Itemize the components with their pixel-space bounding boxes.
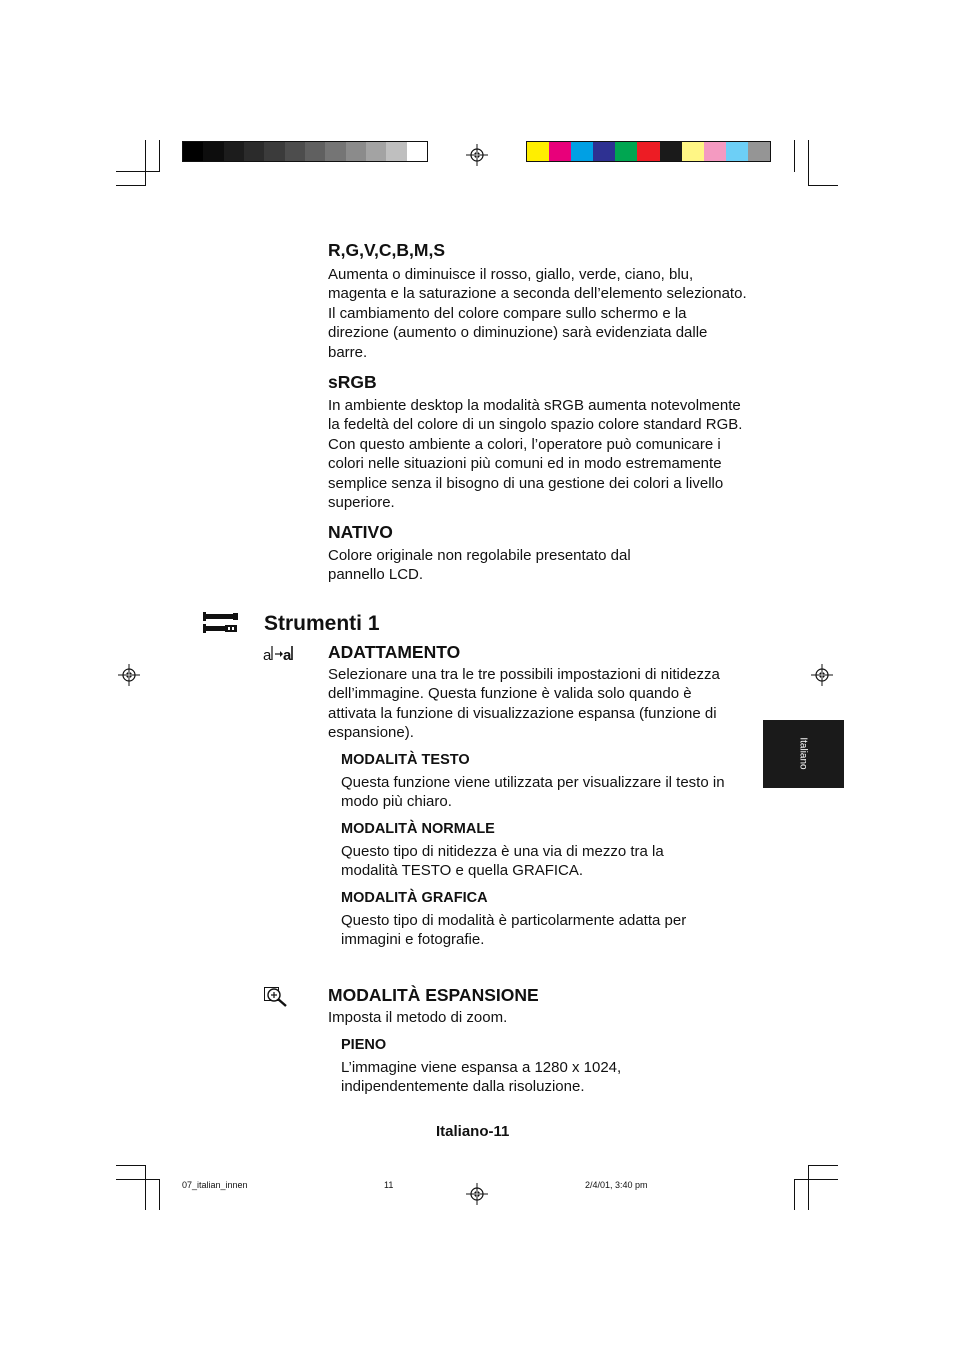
sharpness-icon bbox=[263, 643, 293, 663]
crop-mark-top-right-v2 bbox=[794, 140, 795, 172]
footer-file: 07_italian_innen bbox=[182, 1180, 248, 1190]
crop-mark-bottom-right-h bbox=[808, 1165, 838, 1166]
crop-mark-bottom-right-h2 bbox=[794, 1179, 838, 1180]
srgb-body: In ambiente desktop la modalità sRGB aumenta notevolmente la fedeltà del colore di un singolo spazio colore standard RGB. Con questo ambiente a colori, l’operatore può comunicare i colori nelle situazioni più comuni ed in modo estremamente semplice senza il bisogno di una gestione dei colori a livello superiore. bbox=[328, 397, 743, 512]
crop-mark-bottom-left-h2 bbox=[116, 1179, 160, 1180]
color-swatch-1 bbox=[549, 142, 571, 161]
srgb-title: sRGB bbox=[328, 372, 377, 392]
crop-mark-top-right-v bbox=[808, 140, 809, 186]
color-swatch-9 bbox=[726, 142, 748, 161]
gray-swatch-4 bbox=[264, 142, 284, 161]
pieno-body: L’immagine viene espansa a 1280 x 1024, indipendentemente dalla risoluzione. bbox=[341, 1059, 622, 1096]
color-swatch-8 bbox=[704, 142, 726, 161]
gray-swatch-7 bbox=[325, 142, 345, 161]
tools-icon bbox=[203, 610, 239, 636]
color-swatch-3 bbox=[593, 142, 615, 161]
gray-swatch-6 bbox=[305, 142, 325, 161]
testo-title: MODALITÀ TESTO bbox=[341, 752, 470, 768]
color-swatch-10 bbox=[748, 142, 770, 161]
grafica-body: Questo tipo di modalità è particolarmente adatta per immagini e fotografie. bbox=[341, 912, 687, 949]
gray-swatch-11 bbox=[407, 142, 427, 161]
color-swatch-4 bbox=[615, 142, 637, 161]
registration-mark-top bbox=[466, 144, 488, 166]
language-tab bbox=[763, 720, 844, 788]
grafica-title: MODALITÀ GRAFICA bbox=[341, 890, 488, 906]
normale-title: MODALITÀ NORMALE bbox=[341, 821, 495, 837]
gray-swatch-5 bbox=[285, 142, 305, 161]
footer-page: 11 bbox=[384, 1180, 394, 1190]
nativo-body: Colore originale non regolabile presentato dal pannello LCD. bbox=[328, 547, 631, 584]
adattamento-body: Selezionare una tra le tre possibili impostazioni di nitidezza dell’immagine. Questa funzione è valida solo quando è attivata la funzione di visualizzazione espansa (funzione di espansione). bbox=[328, 666, 720, 742]
gray-swatch-0 bbox=[183, 142, 203, 161]
registration-mark-bottom bbox=[466, 1183, 488, 1205]
crop-mark-bottom-left-v bbox=[145, 1165, 146, 1210]
espansione-body: Imposta il metodo di zoom. bbox=[328, 1009, 508, 1026]
grayscale-bar-strip bbox=[182, 141, 428, 162]
crop-mark-bottom-left-h bbox=[116, 1165, 146, 1166]
color-swatch-5 bbox=[637, 142, 659, 161]
color-swatch-6 bbox=[660, 142, 682, 161]
gray-swatch-9 bbox=[366, 142, 386, 161]
rgvcbms-title: R,G,V,C,B,M,S bbox=[328, 240, 446, 260]
gray-swatch-10 bbox=[386, 142, 406, 161]
espansione-title: MODALITÀ ESPANSIONE bbox=[328, 985, 539, 1005]
crop-mark-bottom-left-v2 bbox=[159, 1180, 160, 1210]
color-swatch-7 bbox=[682, 142, 704, 161]
color-swatch-0 bbox=[527, 142, 549, 161]
registration-mark-right bbox=[811, 664, 833, 686]
zoom-icon bbox=[264, 986, 290, 1008]
crop-mark-top-left-h2 bbox=[116, 171, 160, 172]
crop-mark-top-right-h bbox=[808, 185, 838, 186]
crop-mark-top-left-h bbox=[116, 185, 146, 186]
color-swatch-2 bbox=[571, 142, 593, 161]
gray-swatch-2 bbox=[224, 142, 244, 161]
svg-text:a: a bbox=[263, 647, 272, 663]
gray-swatch-8 bbox=[346, 142, 366, 161]
crop-mark-bottom-right-v bbox=[808, 1165, 809, 1210]
normale-body: Questo tipo di nitidezza è una via di mezzo tra la modalità TESTO e quella GRAFICA. bbox=[341, 843, 664, 880]
crop-mark-top-left-v2 bbox=[159, 140, 160, 172]
svg-text:a: a bbox=[283, 647, 292, 663]
testo-body: Questa funzione viene utilizzata per visualizzare il testo in modo più chiaro. bbox=[341, 774, 725, 811]
tools-heading: Strumenti 1 bbox=[264, 612, 380, 635]
nativo-title: NATIVO bbox=[328, 522, 393, 542]
page-number: Italiano-11 bbox=[436, 1123, 510, 1140]
pieno-title: PIENO bbox=[341, 1037, 387, 1053]
color-bar-strip bbox=[526, 141, 771, 162]
footer-date: 2/4/01, 3:40 pm bbox=[585, 1180, 648, 1190]
adattamento-title: ADATTAMENTO bbox=[328, 642, 461, 662]
crop-mark-bottom-right-v2 bbox=[794, 1180, 795, 1210]
registration-mark-left bbox=[118, 664, 140, 686]
gray-swatch-3 bbox=[244, 142, 264, 161]
rgvcbms-body: Aumenta o diminuisce il rosso, giallo, verde, ciano, blu, magenta e la saturazione a seconda dell’elemento selezionato. Il cambiamento del colore compare sullo schermo e la direzione (aumento o diminuzione) sarà evidenziata dalle barre. bbox=[328, 266, 747, 361]
language-tab-label: Italiano bbox=[797, 737, 809, 770]
gray-swatch-1 bbox=[203, 142, 223, 161]
crop-mark-top-left-v bbox=[145, 140, 146, 186]
